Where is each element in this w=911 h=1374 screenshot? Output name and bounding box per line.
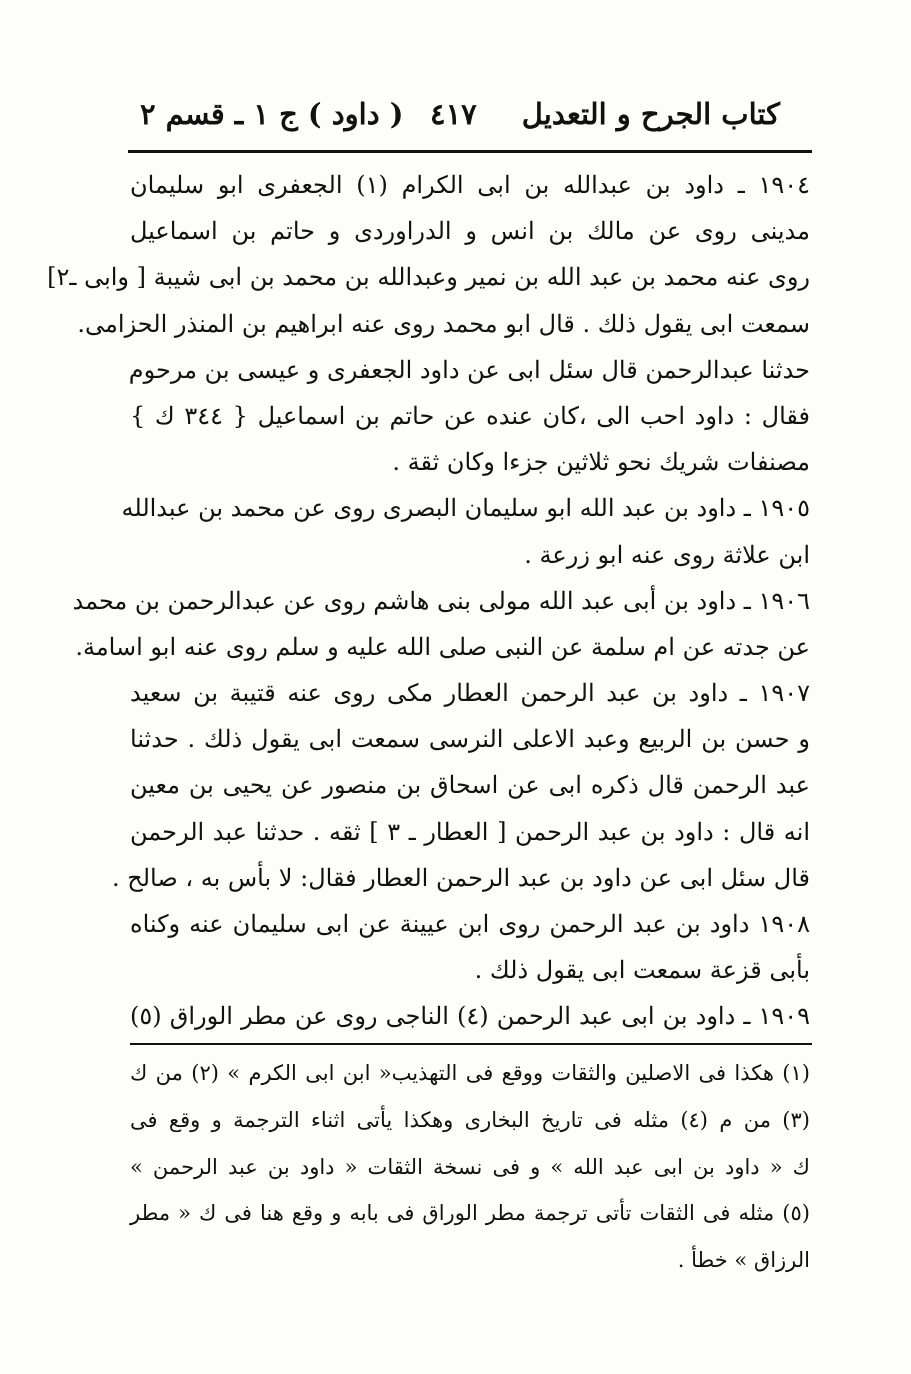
text-line: ١٩٠٩ ـ داود بن ابى عبد الرحمن (٤) الناجى روى عن مطر الوراق (٥) (130, 1002, 810, 1031)
footnote-line: (١) هكذا فى الاصلين والثقات ووقع فى التهذيب« ابن ابى الكرم » (٢) من ك (130, 1061, 810, 1085)
book-title: كتاب الجرح و التعديل (521, 97, 780, 131)
running-header (140, 92, 780, 144)
text-line: سمعت ابى يقول ذلك . قال ابو محمد روى عنه ابراهيم بن المنذر الحزامى. (77, 309, 810, 338)
text-line: ١٩٠٤ ـ داود بن عبدالله بن ابى الكرام (١) الجعفرى ابو سليمان (130, 171, 811, 199)
header-rule (128, 150, 812, 153)
footnote-line: الرزاق » خطأ . (677, 1248, 810, 1273)
text-line: ١٩٠٥ ـ داود بن عبد الله ابو سليمان البصرى روى عن محمد بن عبدالله (121, 494, 810, 523)
text-line: مصنفات شريك نحو ثلاثين جزءا وكان ثقة . (392, 448, 810, 477)
footnote-line: ك « داود بن ابى عبد الله » و فى نسخة الثقات « داود بن عبد الرحمن » (130, 1154, 810, 1179)
footnote-rule (130, 1043, 812, 1045)
page-number: ٤١٧ (430, 97, 477, 131)
text-line: روى عنه محمد بن عبد الله بن نمير وعبدالله بن محمد بن ابى شيبة [ وابى ـ٢] (47, 263, 810, 292)
main-text (47, 162, 811, 1040)
text-line: حدثنا عبدالرحمن قال سئل ابى عن داود الجعفرى و عيسى بن مرحوم (128, 355, 810, 384)
text-line: ١٩٠٨ داود بن عبد الرحمن روى ابن عيينة عن ابى سليمان عنه وكناه (130, 910, 810, 938)
part-label: ( داود ) ج ١ ـ قسم ٢ (140, 97, 404, 131)
footnote-line: (٥) مثله فى الثقات تأتى ترجمة مطر الوراق فى بابه و وقع هنا فى ك « مطر (130, 1201, 810, 1226)
text-line: انه قال : داود بن عبد الرحمن [ العطار ـ ٣ ] ثقه . حدثنا عبد الرحمن (130, 817, 810, 846)
footnotes (130, 1050, 810, 1284)
text-line: بأبى قزعة سمعت ابى يقول ذلك . (474, 956, 810, 985)
text-line: عن جدته عن ام سلمة عن النبى صلى الله عليه و سلم روى عنه ابو اسامة. (75, 632, 810, 661)
text-line: مدينى روى عن مالك بن انس و الدراوردى و حاتم بن اسماعيل (130, 217, 810, 246)
text-line: ١٩٠٧ ـ داود بن عبد الرحمن العطار مكى روى عنه قتيبة بن سعيد (130, 679, 810, 708)
text-line: فقال : داود احب الى ،كان عنده عن حاتم بن اسماعيل { ٣٤٤ ك } (130, 401, 811, 430)
text-line: و حسن بن الربيع وعبد الاعلى النرسى سمعت ابى يقول ذلك . حدثنا (130, 725, 810, 754)
text-line: ١٩٠٦ ـ داود بن أبى عبد الله مولى بنى هاشم روى عن عبدالرحمن بن محمد (72, 586, 810, 615)
footnote-line: (٣) من م (٤) مثله فى تاريخ البخارى وهكذا يأتى اثناء الترجمة و وقع فى (130, 1107, 810, 1132)
text-line: عبد الرحمن قال ذكره ابى عن اسحاق بن منصور عن يحيى بن معين (130, 771, 810, 800)
text-line: قال سئل ابى عن داود بن عبد الرحمن العطار فقال: لا بأس به ، صالح . (111, 863, 810, 892)
text-line: ابن علاثة روى عنه ابو زرعة . (524, 540, 810, 569)
